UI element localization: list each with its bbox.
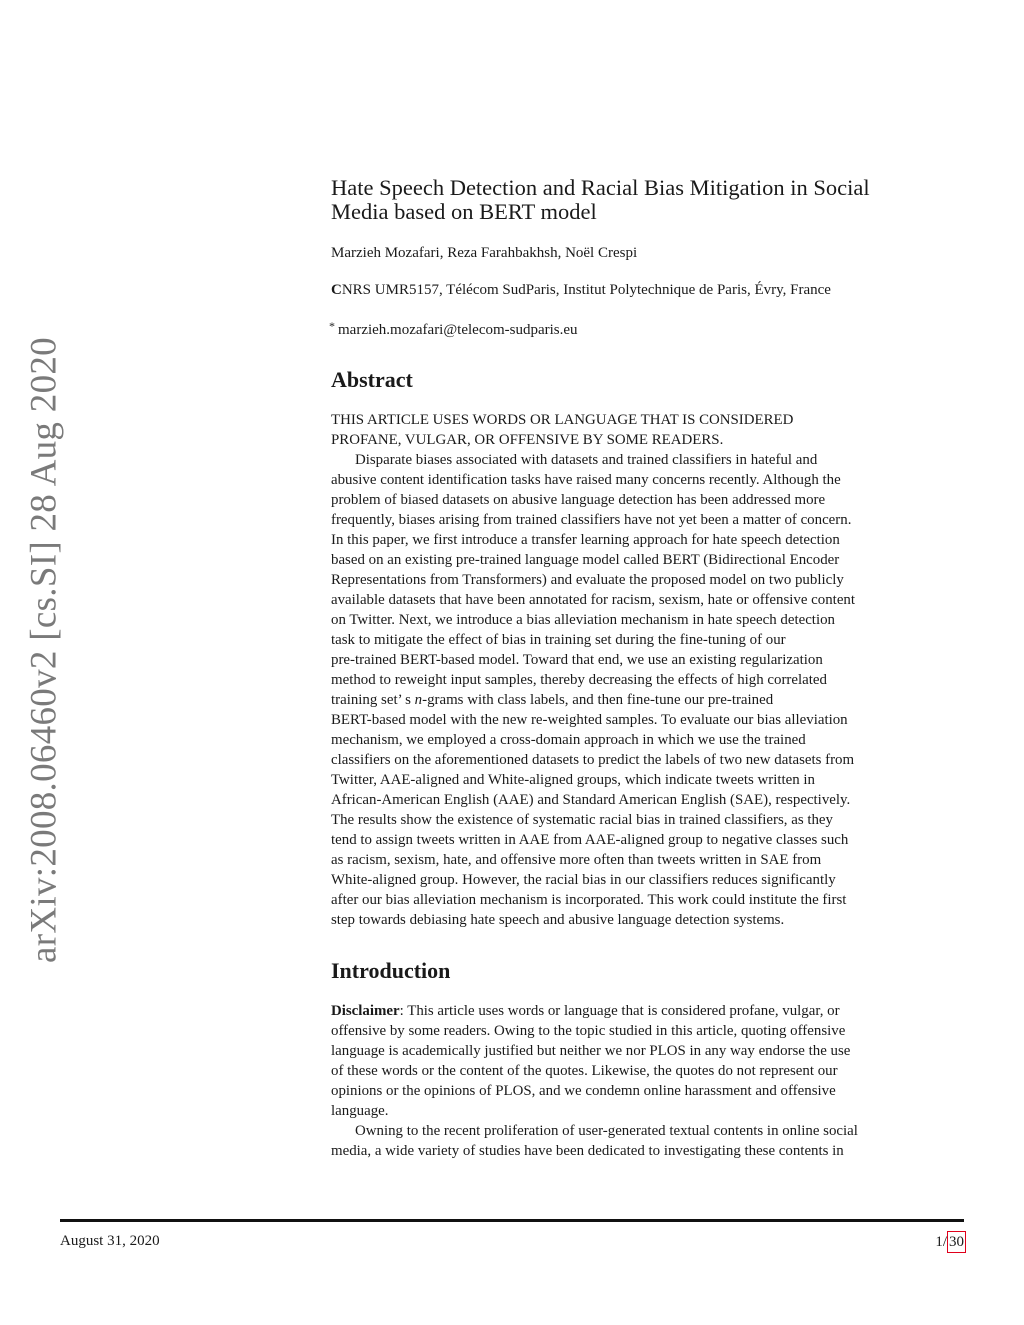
intro-line: of these words or the content of the quotes. Likewise, the quotes do not represent our <box>331 1063 838 1079</box>
paper-title <box>331 176 971 224</box>
abstract-line: problem of biased datasets on abusive language detection has been addressed more <box>331 492 826 508</box>
paper-title-line-2: Media based on BERT model <box>331 199 597 224</box>
affiliation-initial: C <box>331 282 342 298</box>
affiliation <box>331 282 971 299</box>
disclaimer-label: Disclaimer <box>331 1003 400 1019</box>
disclaimer-line <box>331 1001 971 1021</box>
abstract-line: classifiers on the aforementioned datasets to predict the labels of two new datasets from <box>331 752 855 768</box>
page-indicator <box>935 1231 966 1253</box>
arxiv-identifier-stamp: arXiv:2008.06460v2 [cs.SI] 28 Aug 2020 <box>23 337 65 963</box>
abstract-line: Representations from Transformers) and evaluate the proposed model on two publicly <box>331 572 844 588</box>
abstract-line: In this paper, we first introduce a transfer learning approach for hate speech detection <box>331 532 840 548</box>
footer-rule <box>60 1219 964 1222</box>
disclaimer-text: : This article uses words or language that is considered profane, vulgar, or <box>399 1003 840 1019</box>
abstract-line: tend to assign tweets written in AAE from AAE-aligned group to negative classes such <box>331 832 849 848</box>
email-address[interactable]: marzieh.mozafari@telecom-sudparis.eu <box>338 322 578 338</box>
intro-line: media, a wide variety of studies have been dedicated to investigating these contents in <box>331 1143 844 1159</box>
author-list: Marzieh Mozafari, Reza Farahbakhsh, Noël Crespi <box>331 245 638 261</box>
abstract-line: White-aligned group. However, the racial bias in our classifiers reduces significantly <box>331 872 836 888</box>
introduction-body <box>331 1001 971 1161</box>
intro-line: language is academically justified but neither we nor PLOS in any way endorse the use <box>331 1043 851 1059</box>
affiliation-text: NRS UMR5157, Télécom SudParis, Institut Polytechnique de Paris, Évry, France <box>341 282 831 298</box>
abstract-line: based on an existing pre-trained language model called BERT (Bidirectional Encoder <box>331 552 840 568</box>
abstract-line: method to reweight input samples, thereby decreasing the effects of high correlated <box>331 672 827 688</box>
abstract-line: abusive content identification tasks have raised many concerns recently. Although the <box>331 472 841 488</box>
abstract-line: step towards debiasing hate speech and abusive language detection systems. <box>331 912 785 928</box>
paper-title-line-1: Hate Speech Detection and Racial Bias Mitigation in Social <box>331 175 870 200</box>
abstract-body <box>331 410 971 930</box>
abstract-line: training set’ s n-grams with class labels, and then fine-tune our pre-trained <box>331 692 774 708</box>
email-marker: * <box>329 319 335 333</box>
abstract-line: mechanism, we employed a cross-domain approach in which we use the trained <box>331 732 806 748</box>
intro-line: offensive by some readers. Owing to the topic studied in this article, quoting offensive <box>331 1023 846 1039</box>
abstract-line: PROFANE, VULGAR, OR OFFENSIVE BY SOME READERS. <box>331 432 724 448</box>
abstract-heading: Abstract <box>331 367 413 392</box>
abstract-line: frequently, biases arising from trained classifiers have not yet been a matter of concern. <box>331 512 852 528</box>
intro-line: Owning to the recent proliferation of user-generated textual contents in online social <box>355 1123 858 1139</box>
abstract-line: after our bias alleviation mechanism is incorporated. This work could institute the first <box>331 892 847 908</box>
intro-line: language. <box>331 1103 389 1119</box>
abstract-line: available datasets that have been annotated for racism, sexism, hate or offensive content <box>331 592 856 608</box>
abstract-line: Twitter, AAE-aligned and White-aligned groups, which indicate tweets written in <box>331 772 815 788</box>
abstract-line: Disparate biases associated with datasets and trained classifiers in hateful and <box>355 452 818 468</box>
footer-date: August 31, 2020 <box>60 1233 160 1249</box>
intro-line: opinions or the opinions of PLOS, and we condemn online harassment and offensive <box>331 1083 836 1099</box>
abstract-line: on Twitter. Next, we introduce a bias alleviation mechanism in hate speech detection <box>331 612 835 628</box>
corresponding-email <box>329 319 969 339</box>
abstract-line: task to mitigate the effect of bias in training set during the fine-tuning of our <box>331 632 786 648</box>
introduction-heading: Introduction <box>331 958 451 983</box>
abstract-line: pre-trained BERT-based model. Toward that end, we use an existing regularization <box>331 652 823 668</box>
page-separator: / <box>942 1233 947 1250</box>
abstract-line: BERT-based model with the new re-weighted samples. To evaluate our bias alleviation <box>331 712 848 728</box>
page-total-link[interactable]: 30 <box>947 1231 966 1253</box>
page-current: 1 <box>935 1233 943 1250</box>
abstract-line: African-American English (AAE) and Standard American English (SAE), respectively. <box>331 792 851 808</box>
abstract-line: as racism, sexism, hate, and offensive more often than tweets written in SAE from <box>331 852 822 868</box>
abstract-line: THIS ARTICLE USES WORDS OR LANGUAGE THAT IS CONSIDERED <box>331 412 794 428</box>
abstract-line: The results show the existence of systematic racial bias in trained classifiers, as they <box>331 812 833 828</box>
